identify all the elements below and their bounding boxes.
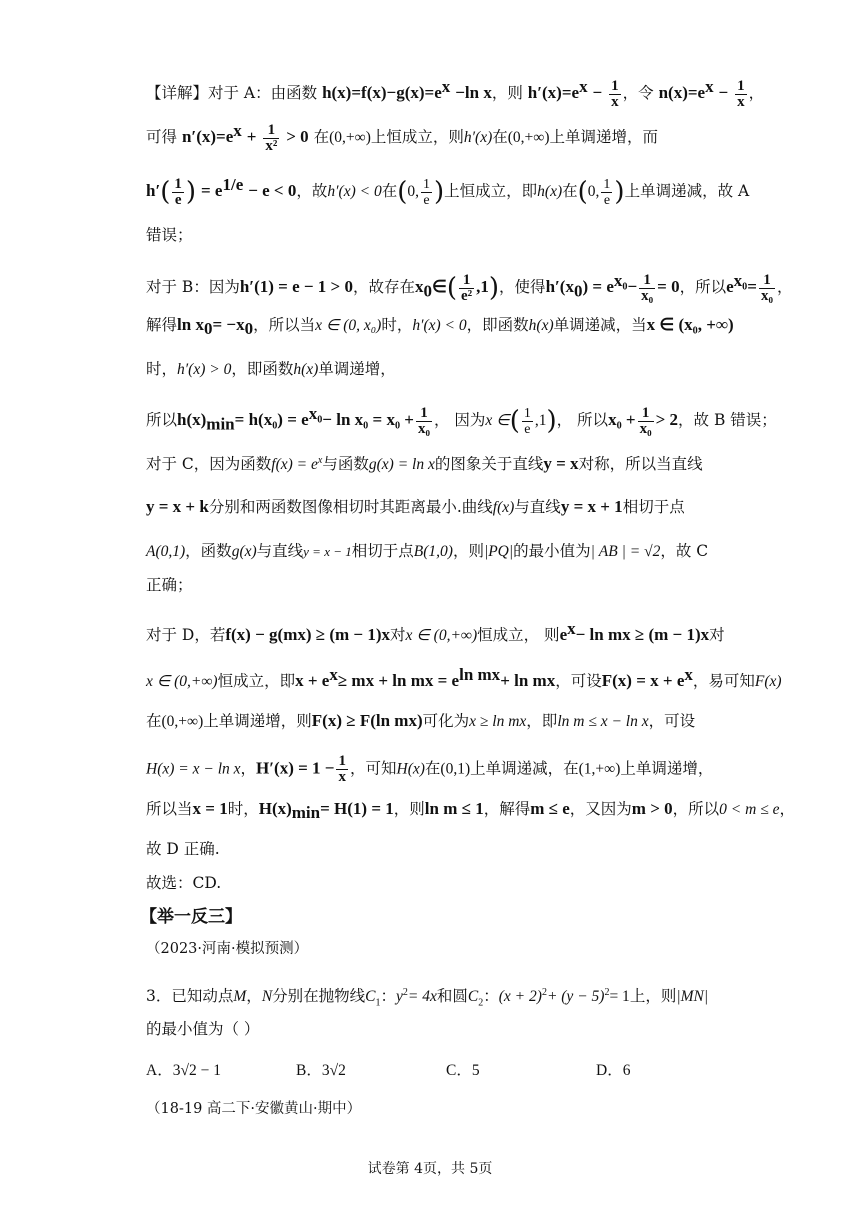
fraction: $\frac{1}{\text{e²}}$ (460, 271, 473, 304)
fraction: $\frac{1}{x}$ (611, 77, 619, 110)
fraction: $\frac{1}{\text{x₀}}$ (639, 404, 652, 437)
solution-line-18: 故 D 正确. (146, 840, 220, 858)
solution-line-11: A(0,1)，函数g(x)与直线y = x − 1相切于点B(1,0)，则|PQ|的最小值为| AB | = √2，故 C (146, 542, 709, 560)
option-a[interactable]: A．3√2 − 1 (146, 1062, 221, 1079)
fraction: $\frac{1}{e}$ (603, 176, 611, 208)
question-line-1: 3．已知动点M，N分别在抛物线$C_1$：$y^2= 4x$和圆$C_2$：$(x + 2)^2+ (y - 5)^2= 1$上，则|MN| (146, 987, 709, 1009)
option-d[interactable]: D．6 (596, 1062, 631, 1079)
solution-line-3: h′( $\frac{1}{e}$ ) = $e^{1/e} - e < 0$，故h′(x) < 0在(0, $\frac{1}{e}$ )上恒成立，即h(x)在(0, $\frac{1}{e}$ )上单调递减，故 A (146, 175, 750, 208)
fraction: $\frac{1}{\text{x₀}}$ (641, 271, 654, 304)
option-b[interactable]: B．3√2 (296, 1062, 346, 1079)
section-title: 【举一反三】 (140, 907, 242, 927)
solution-line-15: 在(0,+∞)上单调递增，则F(x) ≥ F(ln mx)可化为x ≥ ln mx，即ln m ≤ x − ln x，可设 (146, 711, 696, 730)
solution-line-1: 【详解】对于 A：由函数 $h(x)=f(x)-g(x)=e^x -\ln$ x，则 $h'(x)=e^x$ − $\frac{1}{x}$ ，令 $n(x)=e^x$ − $\frac{1}{x}$ ， (146, 77, 765, 110)
solution-line-2: 可得 $n'(x)=e^x$ + $\frac{1}{\text{x²}}$ > 0 在(0,+∞)上恒成立，则h′(x)在(0,+∞)上单调递增，而 (146, 121, 659, 154)
question-source-2: （18-19 高二下·安徽黄山·期中） (146, 1101, 362, 1117)
fraction: $\frac{1}{x}$ (737, 77, 745, 110)
solution-line-8: 所以$h(x)_{min}= h(x_0) = e^{x_0}- \ln x_0 = x_0$ + $\frac{1}{\text{x₀}}$ ， 因为x ∈( $\frac{1}{e}$ ,1)， 所以x₀ + $\frac{1}{\text{x₀}}$ > 2，故 B 错误； (146, 404, 777, 437)
fraction: $\frac{1}{e}$ (523, 405, 531, 437)
solution-line-12: 正确； (146, 576, 193, 594)
question-line-2: 的最小值为（ ） (146, 1020, 260, 1038)
fraction: $\frac{1}{\text{x₀}}$ (760, 271, 773, 304)
solution-line-7: 时，h′(x) > 0，即函数h(x)单调递增， (146, 360, 396, 378)
fraction: $\frac{1}{x}$ (338, 753, 346, 785)
solution-line-17: 所以当x = 1时，$H(x)_{min}= H(1) = 1$，则ln m ≤ 1，解得m ≤ e，又因为m > 0，所以0 < m ≤ e， (146, 799, 795, 823)
answer-line: 故选：CD. (146, 874, 222, 892)
solution-line-14: x ∈ (0,+∞)恒成立，即$x + e^x\ge$ mx + ln mx = $e^{ln mx}+ \ln$ mx，可设$F(x) = x + e^x$，易可知F(x) (146, 665, 782, 691)
fraction: $\frac{1}{e}$ (174, 175, 182, 208)
solution-line-4: 错误； (146, 226, 193, 244)
solution-line-10: y = x + k分别和两函数图像相切时其距离最小.曲线f(x)与直线y = x + 1相切于点 (146, 497, 685, 516)
solution-line-9: 对于 C，因为函数$f(x) = e^x$与函数g(x) = ln x的图象关于直线y = x对称，所以当直线 (146, 454, 703, 474)
page-footer: 试卷第 4页，共 5页 (367, 1161, 493, 1177)
solution-line-5: 对于 B：因为h′(1) = e − 1 > 0，故存在$x_0\in$( $\frac{1}{\text{e²}}$ ,1)，使得$h'(x_0) = e^{x_0}-$ $\frac{1}{\text{x₀}}$ = 0，所以$e^{x_0}=$ $\frac{1}{\text{x₀}}$ ， (146, 271, 793, 304)
fraction: $\frac{1}{\text{x₀}}$ (417, 404, 430, 437)
fraction: $\frac{1}{\text{x²}}$ (265, 121, 278, 154)
option-c[interactable]: C．5 (446, 1062, 480, 1079)
solution-line-6: 解得$\ln x_0= -x_0$，所以当x ∈ (0, x₀)时，h′(x) < 0，即函数h(x)单调递减，当x ∈ (x₀, +∞) (146, 315, 734, 339)
detail-label: 【详解】对于 A：由函数 (146, 84, 318, 103)
fraction: $\frac{1}{e}$ (423, 176, 430, 208)
solution-line-13: 对于 D，若f(x) − g(mx) ≥ (m − 1)x对x ∈ (0,+∞)恒成立， 则$e^x- \ln$ mx ≥ (m − 1)x对 (146, 619, 725, 645)
solution-line-16: H(x) = x − ln x，H′(x) = 1 − $\frac{1}{x}$ ，可知H(x)在(0,1)上单调递减，在(1,+∞)上单调递增， (146, 753, 714, 785)
question-source: （2023·河南·模拟预测） (146, 941, 309, 957)
